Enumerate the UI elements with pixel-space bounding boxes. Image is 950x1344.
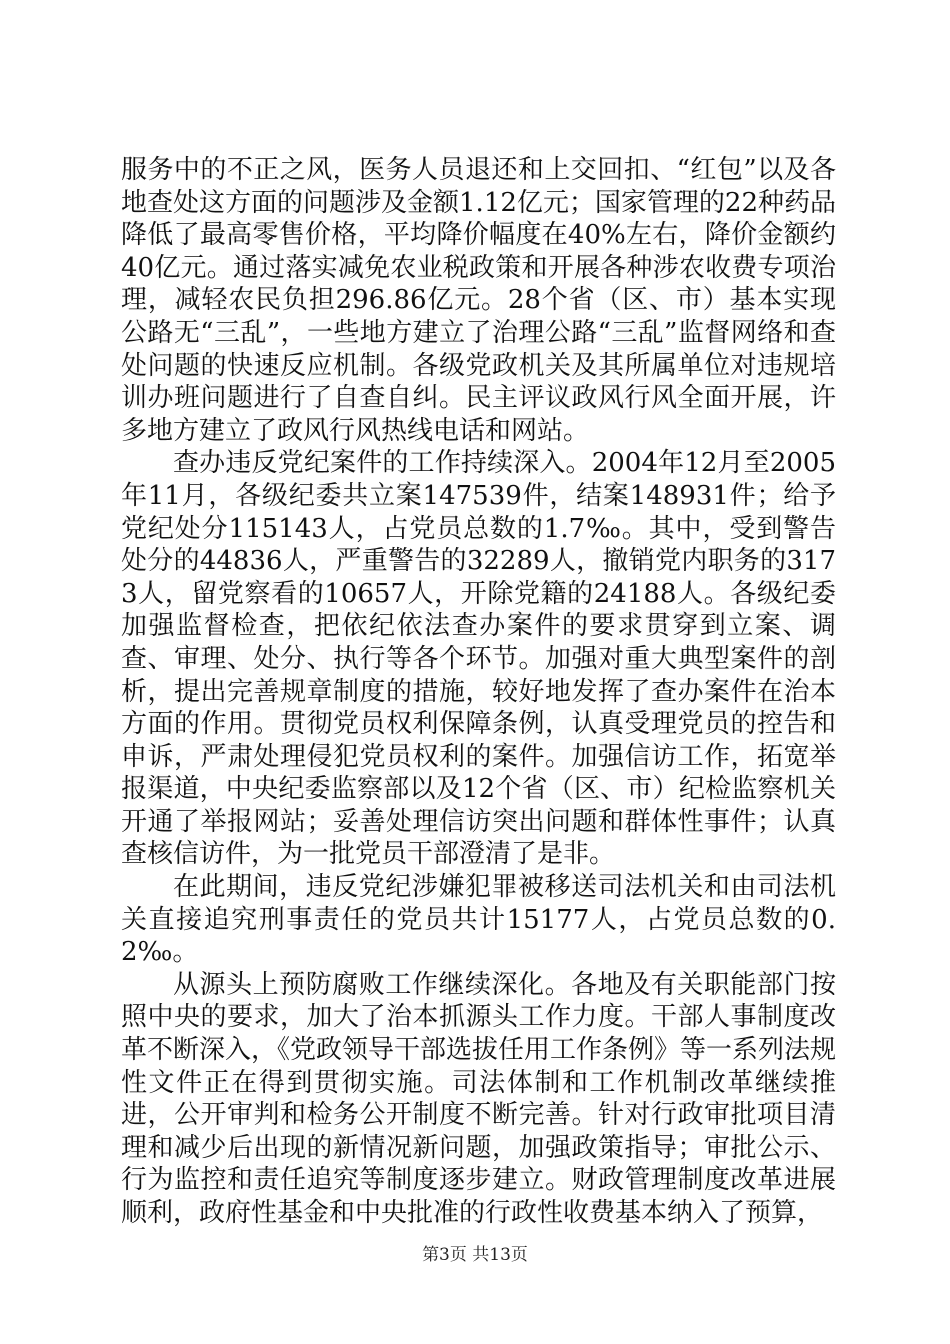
document-body — [121, 154, 836, 1230]
paragraph-judicial-transfer: 在此期间，违反党纪涉嫌犯罪被移送司法机关和由司法机关直接追究刑事责任的党员共计15177人，占党员总数的0.2‰。 — [121, 872, 836, 968]
paragraph-case-handling: 查办违反党纪案件的工作持续深入。2004年12月至2005年11月，各级纪委共立案147539件，结案148931件；给予党纪处分115143人，占党员总数的1.7‰。其中，受到警告处分的44836人，严重警告的32289人，撤销党内职务的3173人，留党察看的10657人，开除党籍的24188人。各级纪委加强监督检查，把依纪依法查办案件的要求贯穿到立案、调查、审理、处分、执行等各个环节。加强对重大典型案件的剖析，提出完善规章制度的措施，较好地发挥了查办案件在治本方面的作用。贯彻党员权利保障条例，认真受理党员的控告和申诉，严肃处理侵犯党员权利的案件。加强信访工作，拓宽举报渠道，中央纪委监察部以及12个省（区、市）纪检监察机关开通了举报网站；妥善处理信访突出问题和群体性事件；认真查核信访件，为一批党员干部澄清了是非。 — [121, 448, 836, 870]
paragraph-continuation: 服务中的不正之风，医务人员退还和上交回扣、“红包”以及各地查处这方面的问题涉及金额1.12亿元；国家管理的22种药品降低了最高零售价格，平均降价幅度在40%左右，降价金额约40亿元。通过落实减免农业税政策和开展各种涉农收费专项治理，减轻农民负担296.86亿元。28个省（区、市）基本实现公路无“三乱”，一些地方建立了治理公路“三乱”监督网络和查处问题的快速反应机制。各级党政机关及其所属单位对违规培训办班问题进行了自查自纠。民主评议政风行风全面开展，许多地方建立了政风行风热线电话和网站。 — [121, 155, 836, 446]
page-footer: 第3页 共13页 — [422, 1245, 528, 1265]
paragraph-source-prevention: 从源头上预防腐败工作继续深化。各地及有关职能部门按照中央的要求，加大了治本抓源头工作力度。干部人事制度改革不断深入，《党政领导干部选拔任用工作条例》等一系列法规性文件正在得到贯彻实施。司法体制和工作机制改革继续推进，公开审判和检务公开制度不断完善。针对行政审批项目清理和减少后出现的新情况新问题，加强政策指导；审批公示、行为监控和责任追究等制度逐步建立。财政管理制度改革进展顺利，政府性基金和中央批准的行政性收费基本纳入了预算， — [121, 969, 837, 1228]
